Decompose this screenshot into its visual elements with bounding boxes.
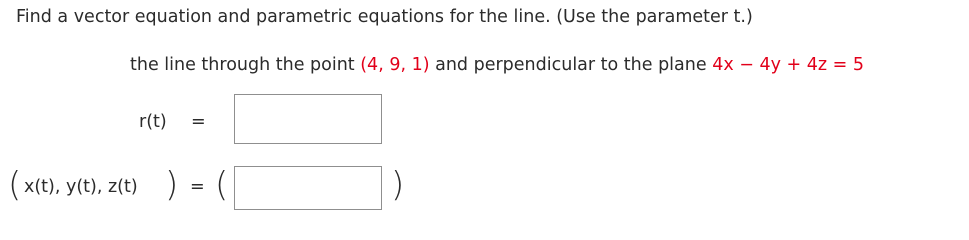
right-open-paren: ( xyxy=(215,165,229,205)
right-close-paren: ) xyxy=(391,165,405,205)
left-open-paren: ( xyxy=(8,165,22,205)
problem-middle: and perpendicular to the plane xyxy=(429,55,713,75)
problem-statement xyxy=(130,55,864,75)
vector-equation-label: r(t) xyxy=(139,112,167,132)
vector-equals-sign: = xyxy=(191,112,206,132)
parametric-equations-answer-input[interactable] xyxy=(234,166,382,210)
vector-equation-answer-input[interactable] xyxy=(234,94,382,144)
left-close-paren: ) xyxy=(165,165,179,205)
parametric-equals-sign: = xyxy=(190,177,205,197)
parametric-label: x(t), y(t), z(t) xyxy=(24,177,138,197)
plane-equation: 4x − 4y + 4z = 5 xyxy=(712,55,864,75)
problem-prefix: the line through the point xyxy=(130,55,361,75)
point-value: (4, 9, 1) xyxy=(360,55,430,75)
instructions-text: Find a vector equation and parametric equations for the line. (Use the parameter t.) xyxy=(16,7,753,27)
